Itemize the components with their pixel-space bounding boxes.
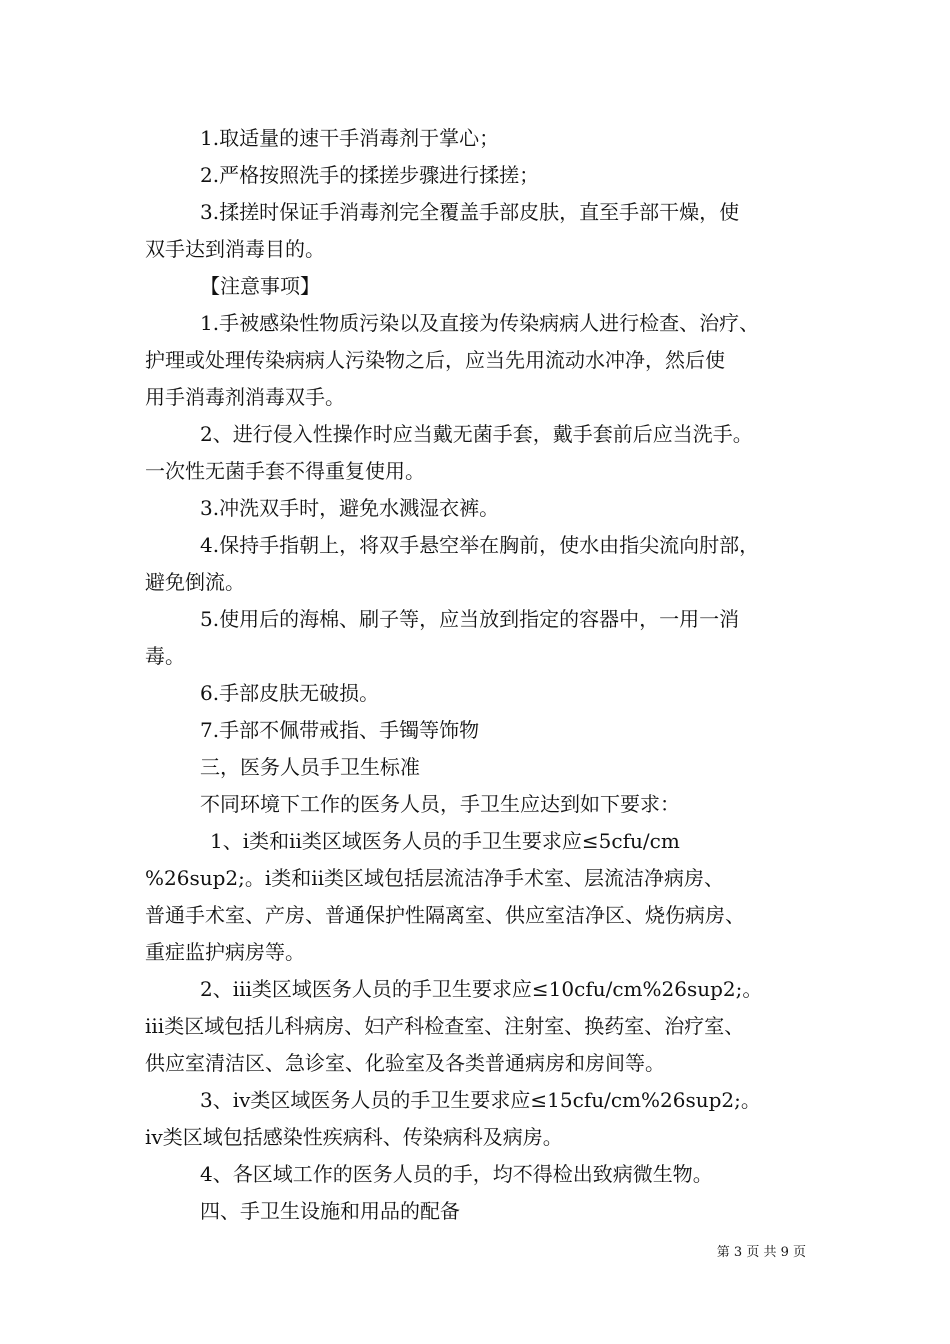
text-line: 2、ⅲ类区域医务人员的手卫生要求应≤10cfu/cm%26sup2;。 — [200, 977, 763, 1001]
text-line: 4.保持手指朝上，将双手悬空举在胸前，使水由指尖流向肘部， — [200, 533, 760, 557]
text-line: 双手达到消毒目的。 — [145, 237, 325, 261]
text-line: 2.严格按照洗手的揉搓步骤进行揉搓； — [200, 163, 540, 187]
text-line: 3、ⅳ类区域医务人员的手卫生要求应≤15cfu/cm%26sup2;。 — [200, 1088, 761, 1112]
text-line: 1.取适量的速干手消毒剂于掌心； — [200, 126, 500, 150]
text-line: 4、各区域工作的医务人员的手，均不得检出致病微生物。 — [200, 1162, 713, 1186]
text-line: 7.手部不佩带戒指、手镯等饰物 — [200, 718, 480, 742]
text-line: 毒。 — [145, 644, 185, 668]
text-line: 5.使用后的海棉、刷子等，应当放到指定的容器中，一用一消 — [200, 607, 740, 631]
text-line: ⅲ类区域包括儿科病房、妇产科检查室、注射室、换药室、治疗室、 — [145, 1014, 745, 1038]
text-line: 普通手术室、产房、普通保护性隔离室、供应室洁净区、烧伤病房、 — [145, 903, 745, 927]
text-line: %26sup2;。ⅰ类和ⅱ类区域包括层流洁净手术室、层流洁净病房、 — [145, 866, 725, 890]
text-line: 3.揉搓时保证手消毒剂完全覆盖手部皮肤，直至手部干燥，使 — [200, 200, 740, 224]
text-line: 6.手部皮肤无破损。 — [200, 681, 380, 705]
text-line: 供应室清洁区、急诊室、化验室及各类普通病房和房间等。 — [145, 1051, 665, 1075]
section-heading: 四、手卫生设施和用品的配备 — [200, 1199, 460, 1223]
text-line: 2、进行侵入性操作时应当戴无菌手套，戴手套前后应当洗手。 — [200, 422, 753, 446]
text-line: 用手消毒剂消毒双手。 — [145, 385, 345, 409]
text-line: 不同环境下工作的医务人员，手卫生应达到如下要求： — [200, 792, 680, 816]
section-heading: 【注意事项】 — [200, 274, 320, 298]
text-line: 重症监护病房等。 — [145, 940, 305, 964]
page-number: 第 3 页 共 9 页 — [716, 1245, 806, 1260]
text-line: ⅳ类区域包括感染性疾病科、传染病科及病房。 — [145, 1125, 563, 1149]
text-line: 避免倒流。 — [145, 570, 245, 594]
text-line: 3.冲洗双手时，避免水溅湿衣裤。 — [200, 496, 500, 520]
text-line: 一次性无菌手套不得重复使用。 — [145, 459, 425, 483]
text-line: 护理或处理传染病病人污染物之后，应当先用流动水冲净，然后使 — [145, 348, 725, 372]
text-line: 1、ⅰ类和ⅱ类区域医务人员的手卫生要求应≤5cfu/cm — [210, 829, 680, 853]
text-line: 1.手被感染性物质污染以及直接为传染病病人进行检查、治疗、 — [200, 311, 760, 335]
section-heading: 三，医务人员手卫生标准 — [200, 755, 420, 779]
